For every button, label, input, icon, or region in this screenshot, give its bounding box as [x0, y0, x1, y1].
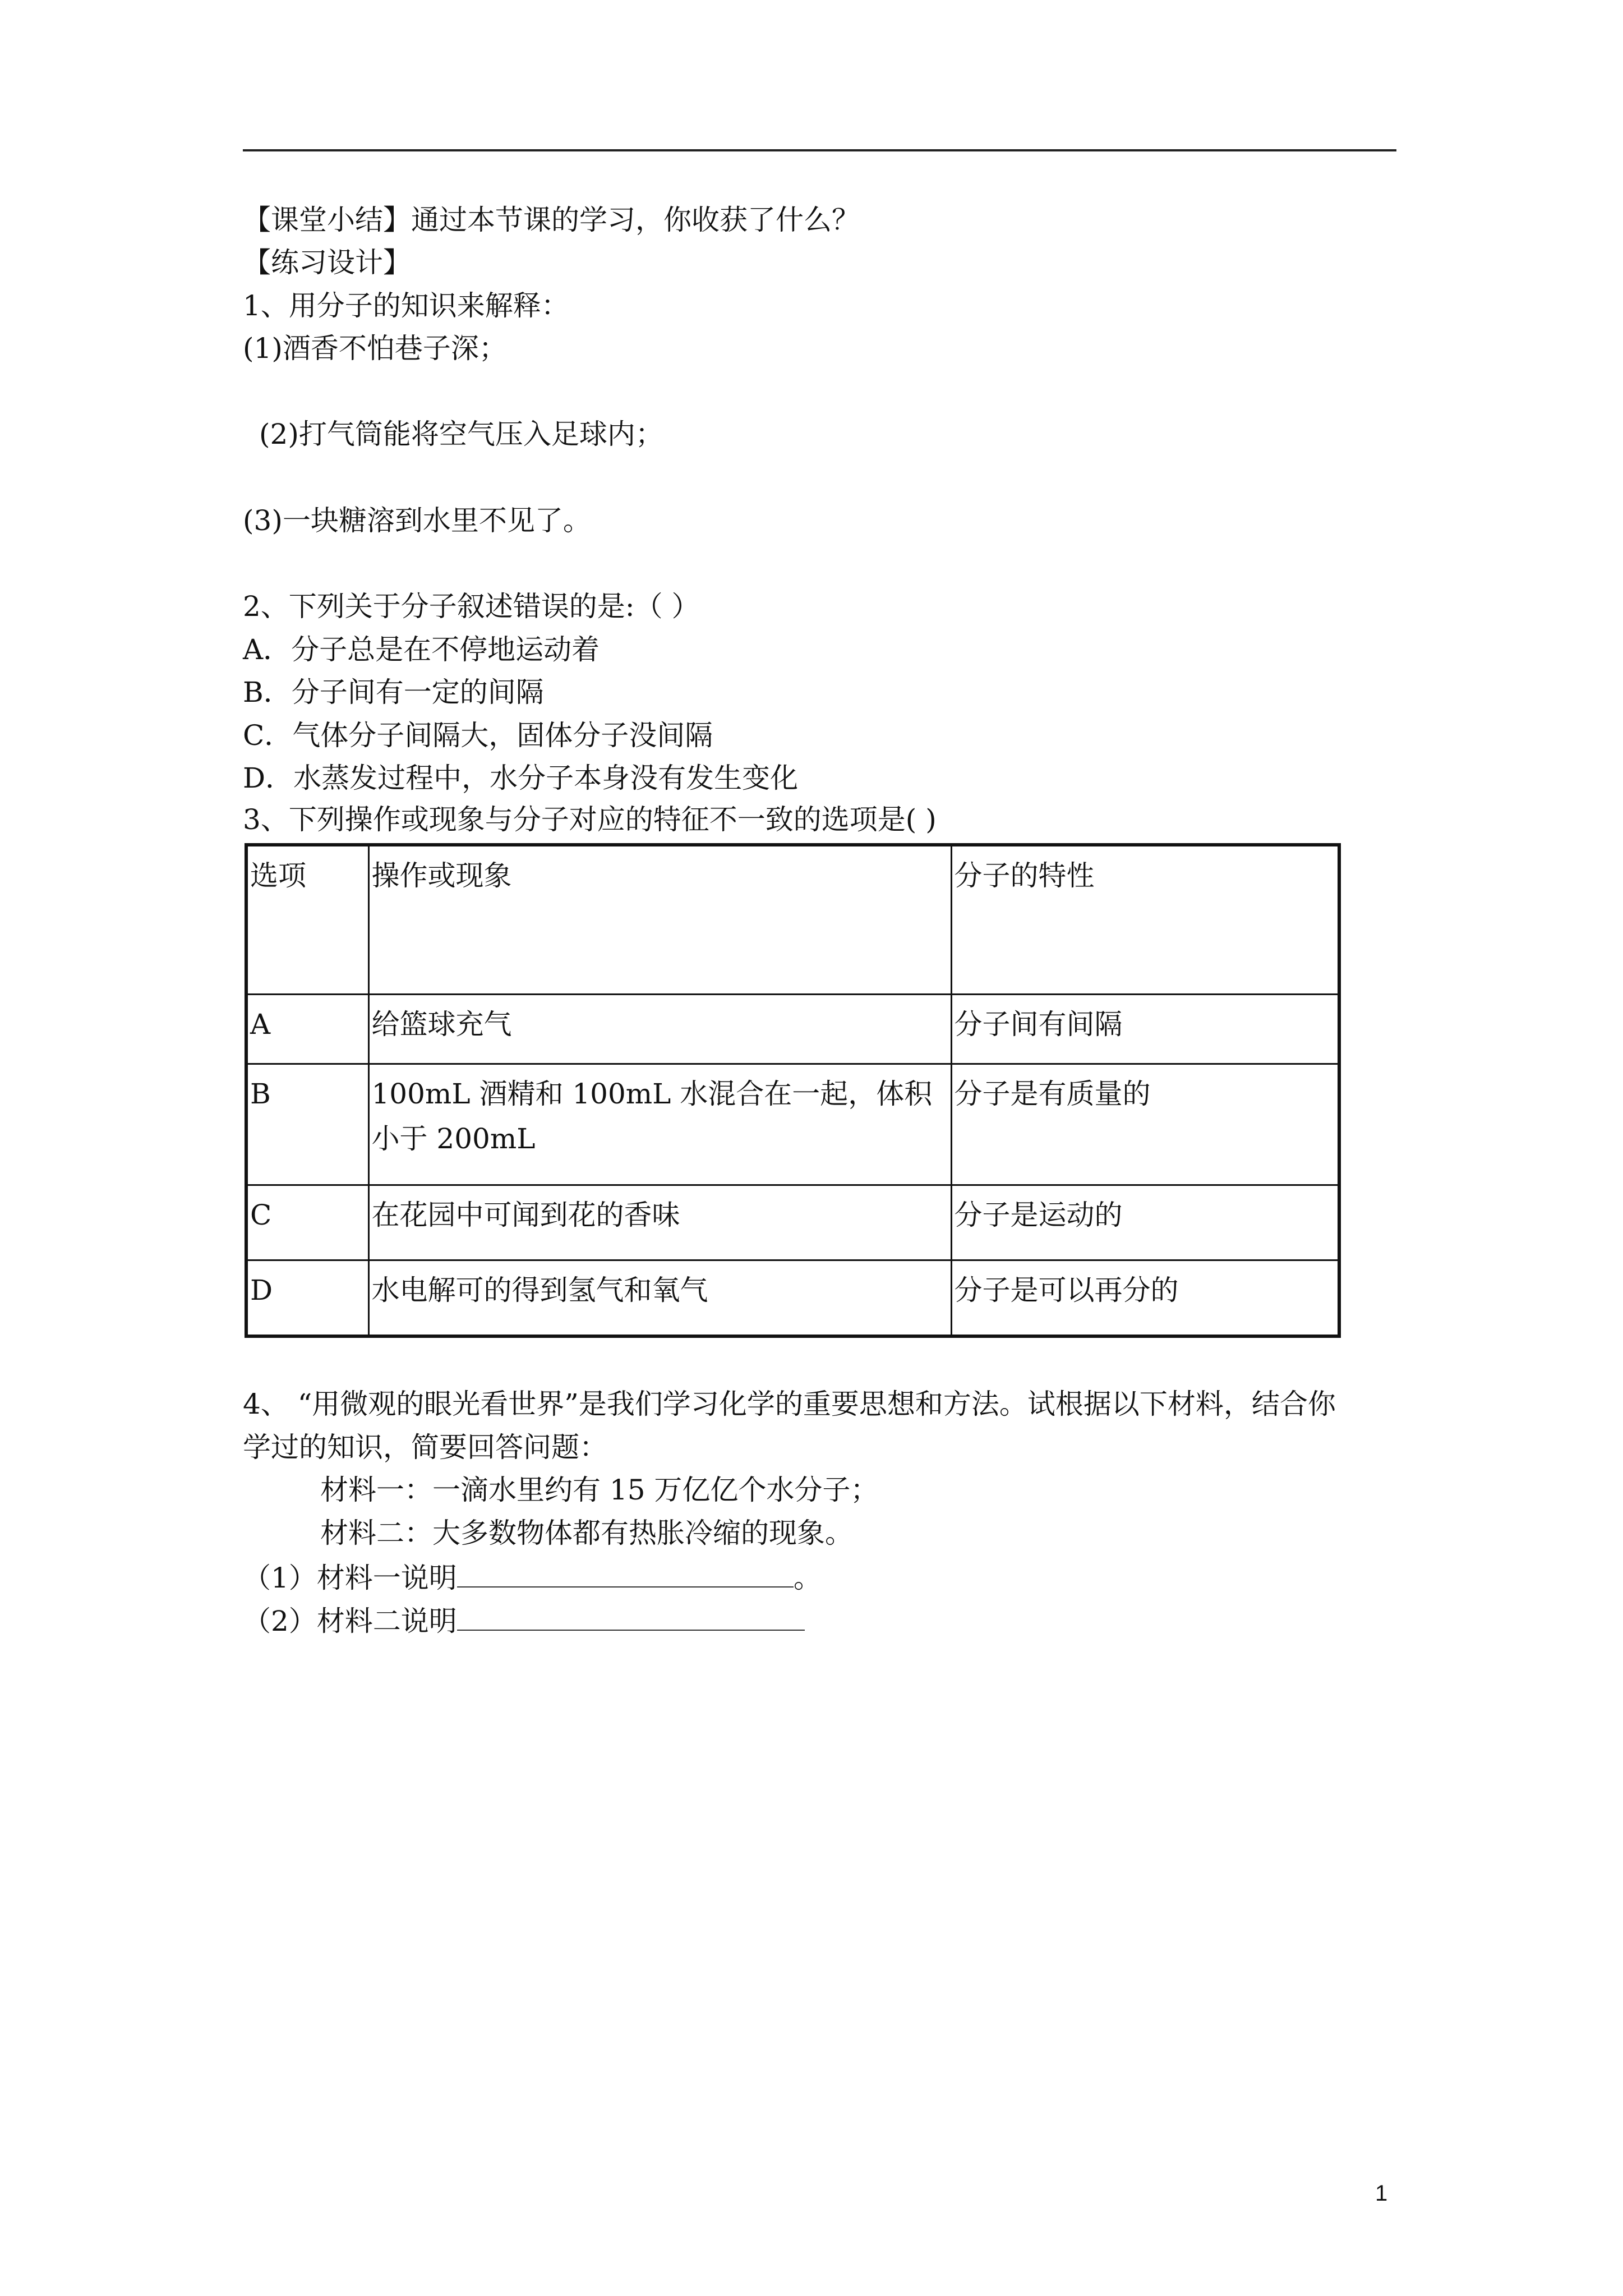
q1-stem: 1、用分子的知识来解释： [243, 289, 569, 322]
q4-sub-1-label: （1）材料一说明 [243, 1562, 457, 1594]
q4-sub-1 [243, 1562, 822, 1592]
q4-stem-line-2: 学过的知识，简要回答问题： [243, 1431, 607, 1464]
table-row [246, 1260, 1339, 1336]
answer-blank-1[interactable] [457, 1562, 794, 1588]
q4-sub-2 [243, 1605, 805, 1635]
q4-sub-1-end: 。 [793, 1562, 822, 1594]
q2-option-d: D．水蒸发过程中，水分子本身没有发生变化 [243, 762, 799, 794]
header-rule [243, 149, 1396, 151]
header-cell-operation: 操作或现象 [368, 845, 951, 994]
cell-operation: 给篮球充气 [368, 994, 951, 1064]
cell-operation: 水电解可的得到氢气和氧气 [368, 1260, 951, 1336]
cell-property: 分子是可以再分的 [951, 1260, 1339, 1336]
q1-item-2: (2)打气筒能将空气压入足球内； [259, 418, 663, 450]
cell-property: 分子间有间隔 [951, 994, 1339, 1064]
table-row [246, 994, 1339, 1064]
q1-item-3: (3)一块糖溶到水里不见了。 [243, 504, 591, 537]
cell-option: A [246, 994, 368, 1064]
q3-stem: 3、下列操作或现象与分子对应的特征不一致的选项是( ) [243, 803, 937, 836]
cell-option: D [246, 1260, 368, 1336]
q1-item-1: (1)酒香不怕巷子深； [243, 332, 507, 365]
q2-stem: 2、下列关于分子叙述错误的是:（ ） [243, 590, 700, 623]
q2-option-c: C．气体分子间隔大，固体分子没间隔 [243, 719, 713, 752]
cell-property: 分子是有质量的 [951, 1064, 1339, 1185]
header-cell-property: 分子的特性 [951, 845, 1339, 994]
q2-option-b: B．分子间有一定的间隔 [243, 676, 544, 708]
q4-stem-line-1: 4、 “用微观的眼光看世界”是我们学习化学的重要思想和方法。试根据以下材料，结合你 [243, 1388, 1336, 1420]
q4-material-1: 材料一：一滴水里约有 15 万亿亿个水分子； [320, 1474, 879, 1506]
q2-option-a: A．分子总是在不停地运动着 [243, 633, 600, 666]
q4-sub-2-label: （2）材料二说明 [243, 1605, 457, 1637]
table-row [246, 1064, 1339, 1185]
class-summary: 【课堂小结】通过本节课的学习，你收获了什么？ [243, 204, 860, 236]
cell-operation: 在花园中可闻到花的香味 [368, 1185, 951, 1260]
cell-option: C [246, 1185, 368, 1260]
cell-option: B [246, 1064, 368, 1185]
table-row [246, 1185, 1339, 1260]
table-header-row [246, 845, 1339, 994]
cell-property: 分子是运动的 [951, 1185, 1339, 1260]
q4-material-2: 材料二：大多数物体都有热胀冷缩的现象。 [320, 1517, 853, 1549]
cell-operation: 100mL 酒精和 100mL 水混合在一起，体积小于 200mL [368, 1064, 951, 1185]
answer-blank-2[interactable] [457, 1605, 805, 1631]
header-cell-option: 选项 [246, 845, 368, 994]
q3-table [245, 843, 1341, 1338]
practice-title: 【练习设计】 [243, 246, 411, 279]
page-number: 1 [1375, 2181, 1388, 2206]
